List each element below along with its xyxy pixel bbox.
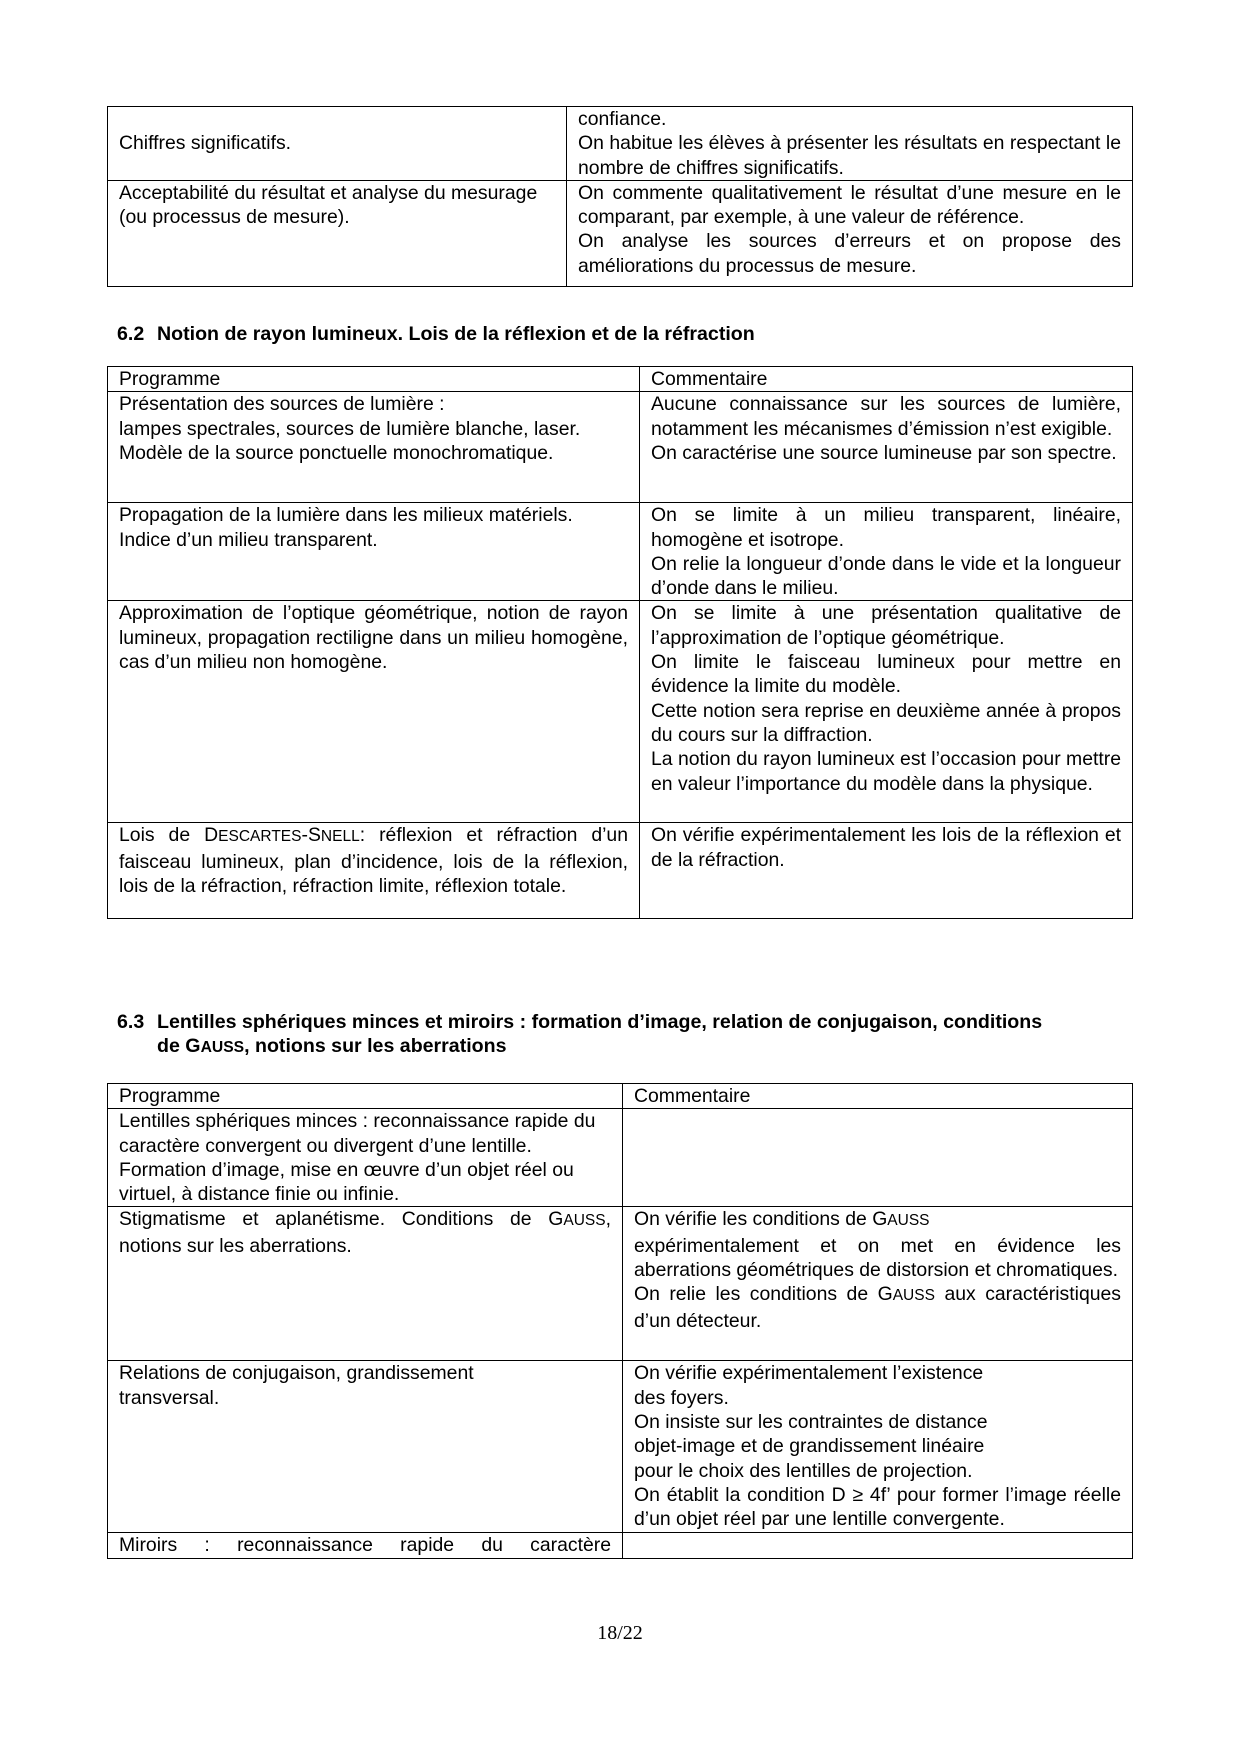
programme-cell: Approximation de l’optique géométrique, notion de rayon lumineux, propagation rectiligne dans un milieu homogène, cas d’un milieu non homogène. [108,601,640,823]
programme-cell: Présentation des sources de lumière : lampes spectrales, sources de lumière blanche, laser. Modèle de la source ponctuelle monochromatique. [108,392,640,503]
programme-cell: Propagation de la lumière dans les milieux matériels. Indice d’un milieu transparent. [108,503,640,601]
programme-cell: Stigmatisme et aplanétisme. Conditions de GAUSS, notions sur les aberrations. [108,1207,623,1361]
commentaire-cell: Aucune connaissance sur les sources de lumière, notamment les mécanismes d’émission n’est exigible. On caractérise une source lumineuse par son spectre. [640,392,1133,503]
table-row [108,1207,1133,1361]
table-header-row [108,367,1133,392]
commentaire-cell: On vérifie expérimentalement l’existence des foyers. On insiste sur les contraintes de distance objet-image et de grandissement linéaire pour le choix des lentilles de projection. On établit la condition D ≥ 4f’ pour former l’image réelle d’un objet réel par une lentille convergente. [623,1361,1133,1532]
programme-cell: Lentilles sphériques minces : reconnaissance rapide du caractère convergent ou divergent d’une lentille. Formation d’image, mise en œuvre d’un objet réel ou virtuel, à distance finie ou infinie. [108,1109,623,1207]
header-commentaire: Commentaire [623,1084,1133,1109]
header-programme: Programme [108,1084,623,1109]
section-heading-6-2: 6.2 Notion de rayon lumineux. Lois de la réflexion et de la réfraction [117,323,755,345]
page-number: 18/22 [597,1622,643,1644]
table-header-row [108,1084,1133,1109]
table-row [108,392,1133,503]
commentaire-cell [623,1532,1133,1558]
commentaire-cell: confiance. On habitue les élèves à présenter les résultats en respectant le nombre de chiffres significatifs. [567,107,1133,181]
section-heading-6-3: 6.3 Lentilles sphériques minces et miroirs : formation d’image, relation de conjugaison, conditions de GAUSS, notions sur les aberrations [117,1011,1043,1057]
table-row [108,180,1133,286]
commentaire-cell: On se limite à un milieu transparent, linéaire, homogène et isotrope. On relie la longueur d’onde dans le vide et la longueur d’onde dans le milieu. [640,503,1133,601]
commentaire-cell: On commente qualitativement le résultat d’une mesure en le comparant, par exemple, à une valeur de référence. On analyse les sources d’erreurs et on propose des améliorations du processus de mesure. [567,180,1133,286]
table-continuation [107,106,1133,287]
table-row [108,1361,1133,1532]
programme-cell: Lois de DESCARTES-SNELL: réflexion et réfraction d’un faisceau lumineux, plan d’incidence, lois de la réflexion, lois de la réfraction, réfraction limite, réflexion totale. [108,823,640,919]
header-programme: Programme [108,367,640,392]
table-row [108,503,1133,601]
commentaire-cell [623,1109,1133,1207]
programme-cell: Miroirs : reconnaissance rapide du caractère [108,1532,623,1558]
table-row [108,107,1133,181]
programme-cell: Chiffres significatifs. [108,107,567,181]
table-6-2 [107,366,1133,919]
header-commentaire: Commentaire [640,367,1133,392]
table-6-3 [107,1083,1133,1559]
programme-cell: Acceptabilité du résultat et analyse du mesurage (ou processus de mesure). [108,180,567,286]
programme-cell: Relations de conjugaison, grandissement transversal. [108,1361,623,1532]
table-row [108,1109,1133,1207]
table-row [108,823,1133,919]
commentaire-cell: On vérifie les conditions de GAUSS expérimentalement et on met en évidence les aberrations géométriques de distorsion et chromatiques. On relie les conditions de GAUSS aux caractéristiques d’un détecteur. [623,1207,1133,1361]
commentaire-cell: On vérifie expérimentalement les lois de la réflexion et de la réfraction. [640,823,1133,919]
table-row [108,1532,1133,1558]
commentaire-cell: On se limite à une présentation qualitative de l’approximation de l’optique géométrique. On limite le faisceau lumineux pour mettre en évidence la limite du modèle. Cette notion sera reprise en deuxième année à propos du cours sur la diffraction. La notion du rayon lumineux est l’occasion pour mettre en valeur l’importance du modèle dans la physique. [640,601,1133,823]
table-row [108,601,1133,823]
